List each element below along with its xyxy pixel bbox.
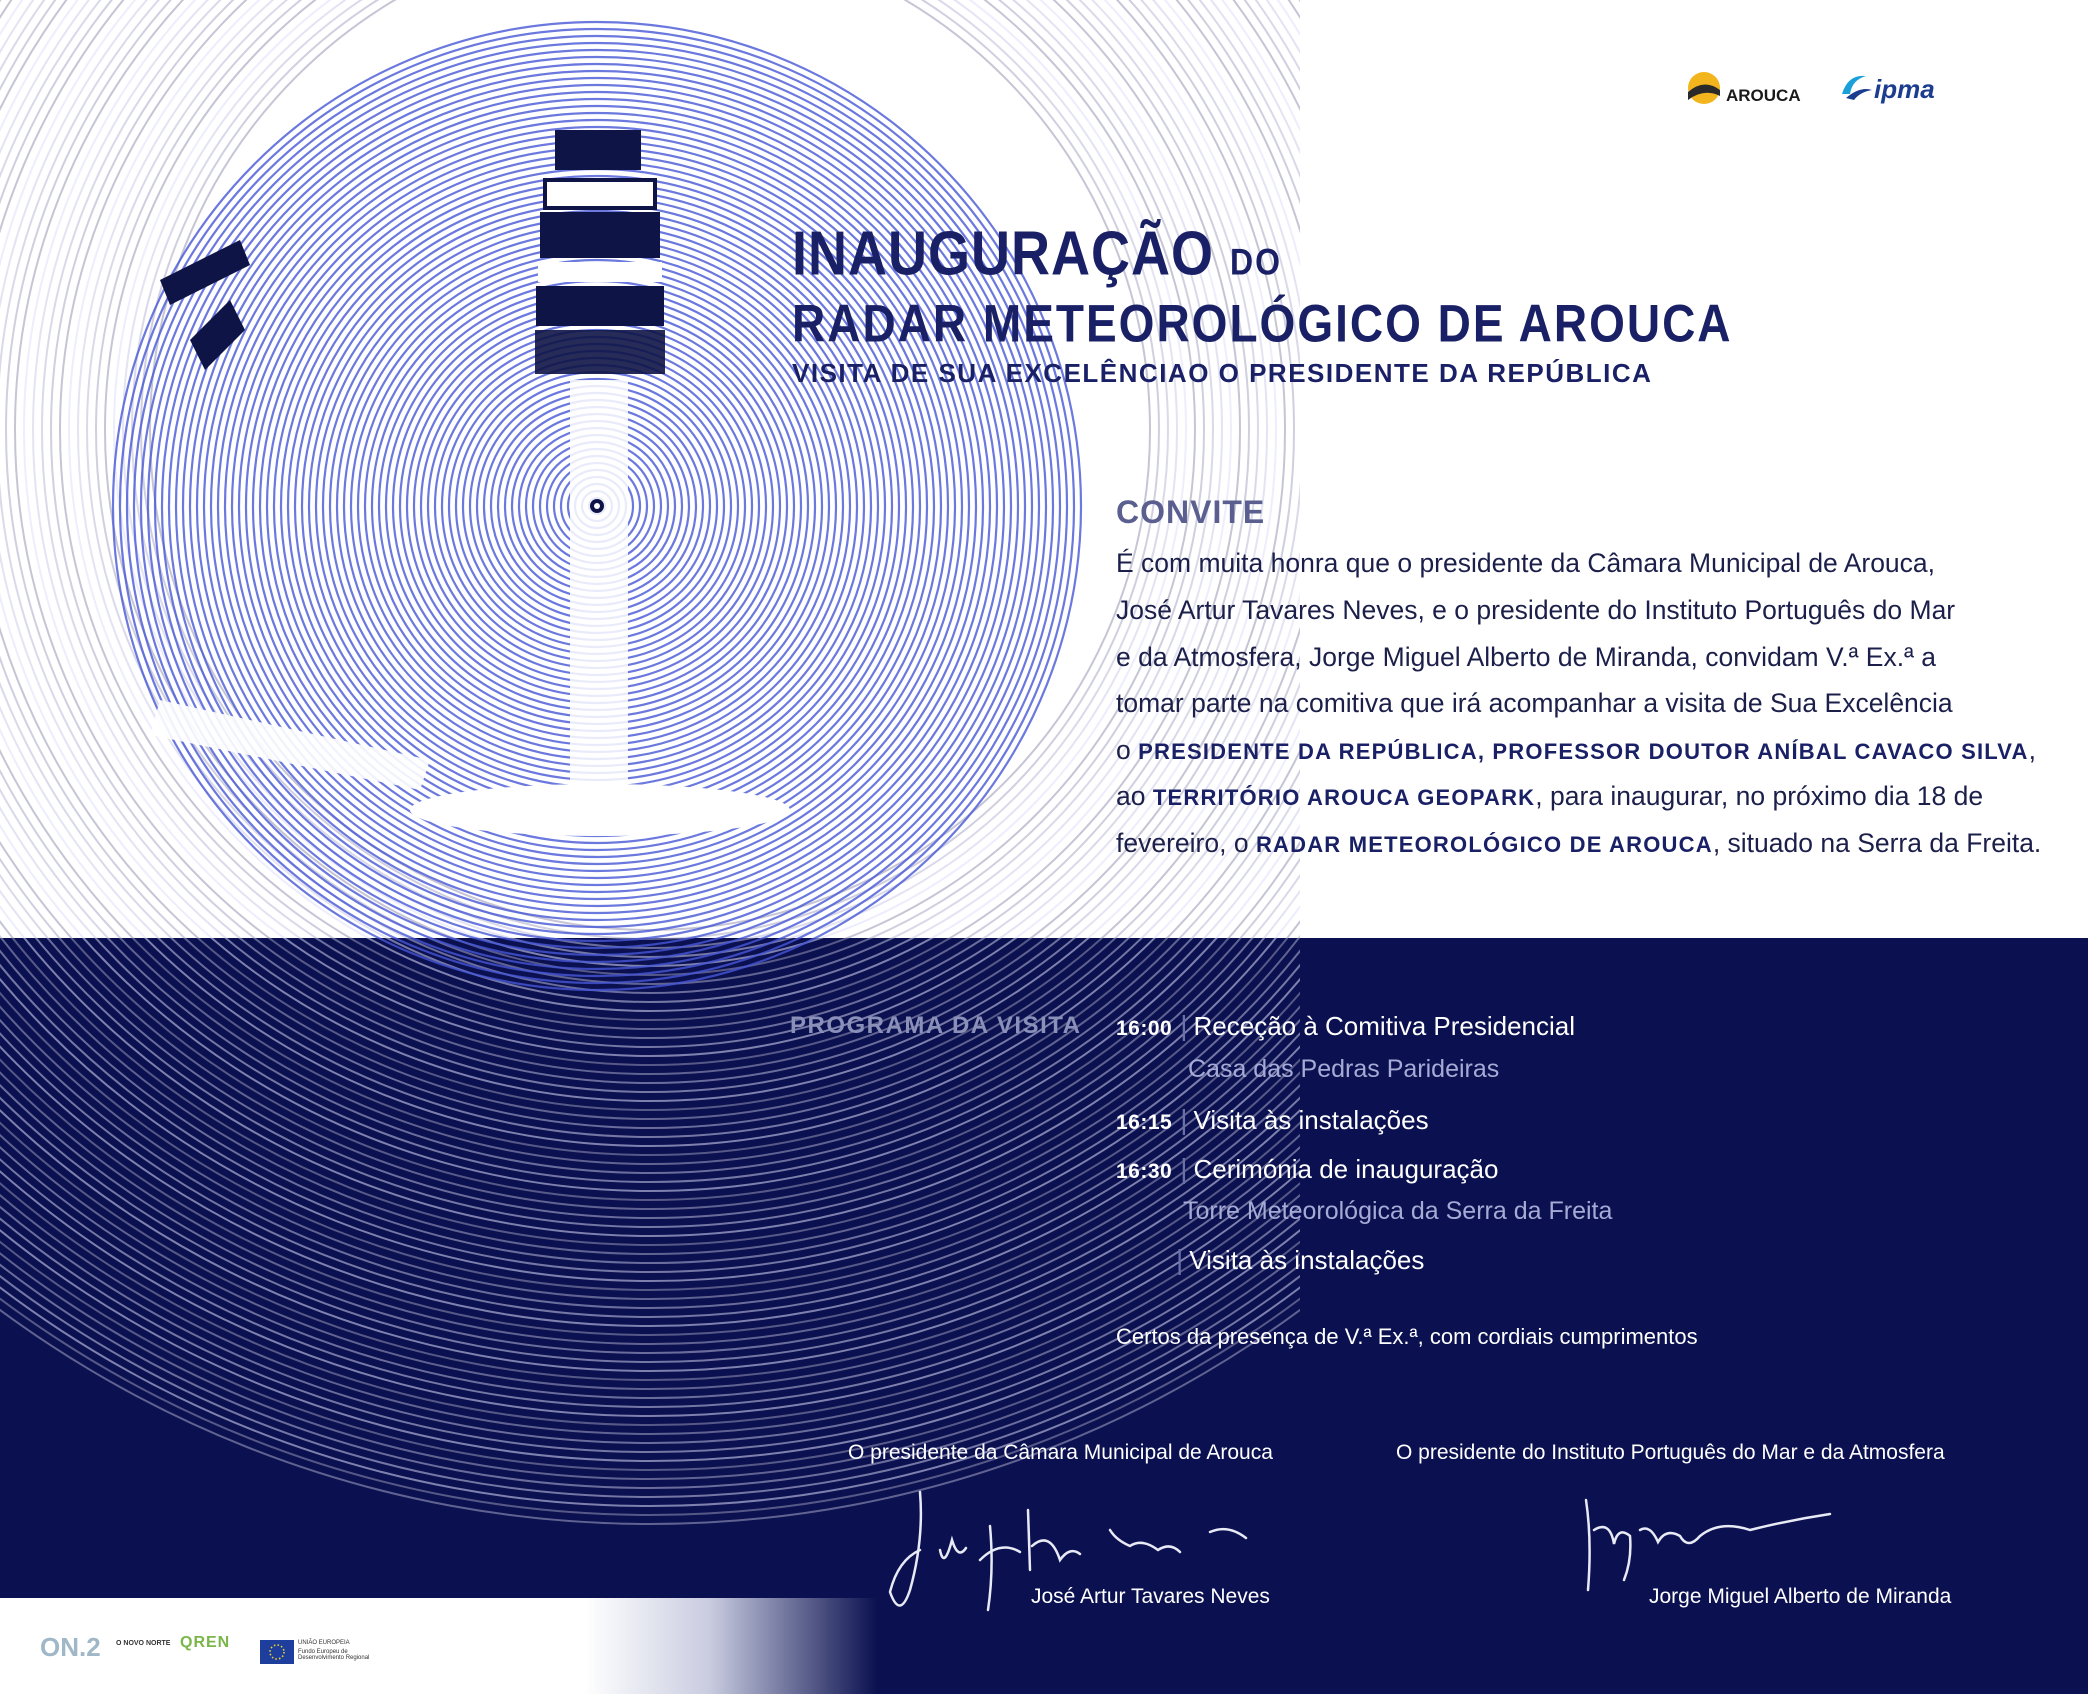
program-item-2 <box>1116 1104 1429 1136</box>
highlight-geopark: TERRITÓRIO AROUCA GEOPARK <box>1152 785 1536 810</box>
invite-line-6 <box>1116 783 1983 810</box>
arouca-emblem-icon <box>1686 70 1722 106</box>
invite-line-7 <box>1116 830 2041 857</box>
invite-line-5 <box>1116 737 2036 764</box>
program-separator: | <box>1176 1244 1184 1275</box>
program-separator: | <box>1180 1010 1188 1041</box>
highlight-radar: RADAR METEOROLÓGICO DE AROUCA <box>1255 832 1713 857</box>
invite-line-4: tomar parte na comitiva que irá acompanhar a visita de Sua Excelência <box>1116 688 1953 718</box>
ipma-logo-text: ipma <box>1874 74 1935 104</box>
program-item-1 <box>1116 1010 1575 1042</box>
program-item-1-location: Casa das Pedras Parideiras <box>1188 1055 1500 1083</box>
title-inauguracao: INAUGURAÇÃO <box>792 219 1214 289</box>
signature-left-name: José Artur Tavares Neves <box>1031 1585 1270 1608</box>
invite-line-6-pre: ao <box>1116 781 1153 811</box>
invite-line-3: e da Atmosfera, Jorge Miguel Alberto de Miranda, convidam V.ª Ex.ª a <box>1116 642 1936 672</box>
invite-line-5-pre: o <box>1116 735 1139 765</box>
signature-right-title: O presidente do Instituto Português do Mar e da Atmosfera <box>1396 1441 1945 1464</box>
arouca-logo-text: AROUCA <box>1726 86 1801 105</box>
title-line-1 <box>792 218 1282 289</box>
outer-ring <box>0 0 1300 1173</box>
program-time: 16:15 <box>1116 1111 1173 1134</box>
eu-flag-icon <box>260 1640 294 1664</box>
convite-heading: CONVITE <box>1116 494 1266 530</box>
on2-logo-text: ON.2 <box>40 1632 101 1662</box>
title-subtitle: VISITA DE SUA EXCELÊNCIAO O PRESIDENTE DA REPÚBLICA <box>792 358 1653 388</box>
signature-right-name: Jorge Miguel Alberto de Miranda <box>1649 1585 1952 1608</box>
program-label: PROGRAMA DA VISITA <box>790 1012 1082 1039</box>
invite-line-6-post: , para inaugurar, no próximo dia 18 de <box>1535 781 1984 811</box>
signature-right-scribble <box>1570 1490 1870 1600</box>
program-text: Receção à Comitiva Presidencial <box>1193 1011 1576 1041</box>
program-item-4 <box>1176 1244 1424 1276</box>
title-line-2: RADAR METEOROLÓGICO DE AROUCA <box>792 293 1733 353</box>
program-item-3-location: Torre Meteorológica da Serra da Freita <box>1183 1197 1613 1225</box>
ipma-wave-icon <box>1838 68 1874 104</box>
ipma-logo <box>1838 64 1956 110</box>
eu-logo-text: UNIÃO EUROPEIA <box>298 1640 350 1646</box>
program-separator: | <box>1180 1104 1188 1135</box>
program-item-3 <box>1116 1153 1498 1185</box>
invite-line-2: José Artur Tavares Neves, e o presidente do Instituto Português do Mar <box>1116 595 1956 625</box>
program-time: 16:00 <box>1116 1017 1173 1040</box>
program-time: 16:30 <box>1116 1160 1173 1183</box>
program-separator: | <box>1180 1153 1188 1184</box>
arouca-logo <box>1686 66 1810 110</box>
invite-line-1: É com muita honra que o presidente da Câmara Municipal de Arouca, <box>1116 548 1936 578</box>
invite-line-5-post: , <box>2028 735 2037 765</box>
program-text: Visita às instalações <box>1189 1245 1425 1275</box>
signature-left-title: O presidente da Câmara Municipal de Arouca <box>848 1441 1273 1464</box>
program-text: Visita às instalações <box>1193 1105 1429 1135</box>
highlight-president: PRESIDENTE DA REPÚBLICA, PROFESSOR DOUTOR ANÍBAL CAVACO SILVA <box>1138 739 2029 764</box>
title-do: DO <box>1230 241 1283 283</box>
on2-subtitle: O NOVO NORTE <box>116 1640 171 1647</box>
invite-line-7-post: , situado na Serra da Freita. <box>1712 828 2042 858</box>
qren-logo-text: QREN <box>180 1634 231 1651</box>
eu-subtitle: Fundo Europeu de Desenvolvimento Regional <box>298 1649 370 1661</box>
closing-remark: Certos da presença de V.ª Ex.ª, com cordiais cumprimentos <box>1116 1324 1698 1349</box>
invite-line-7-pre: fevereiro, o <box>1116 828 1256 858</box>
on2-logo <box>40 1630 180 1670</box>
qren-logo <box>180 1626 260 1666</box>
eu-logo <box>260 1640 370 1670</box>
program-text: Cerimónia de inauguração <box>1193 1154 1499 1184</box>
